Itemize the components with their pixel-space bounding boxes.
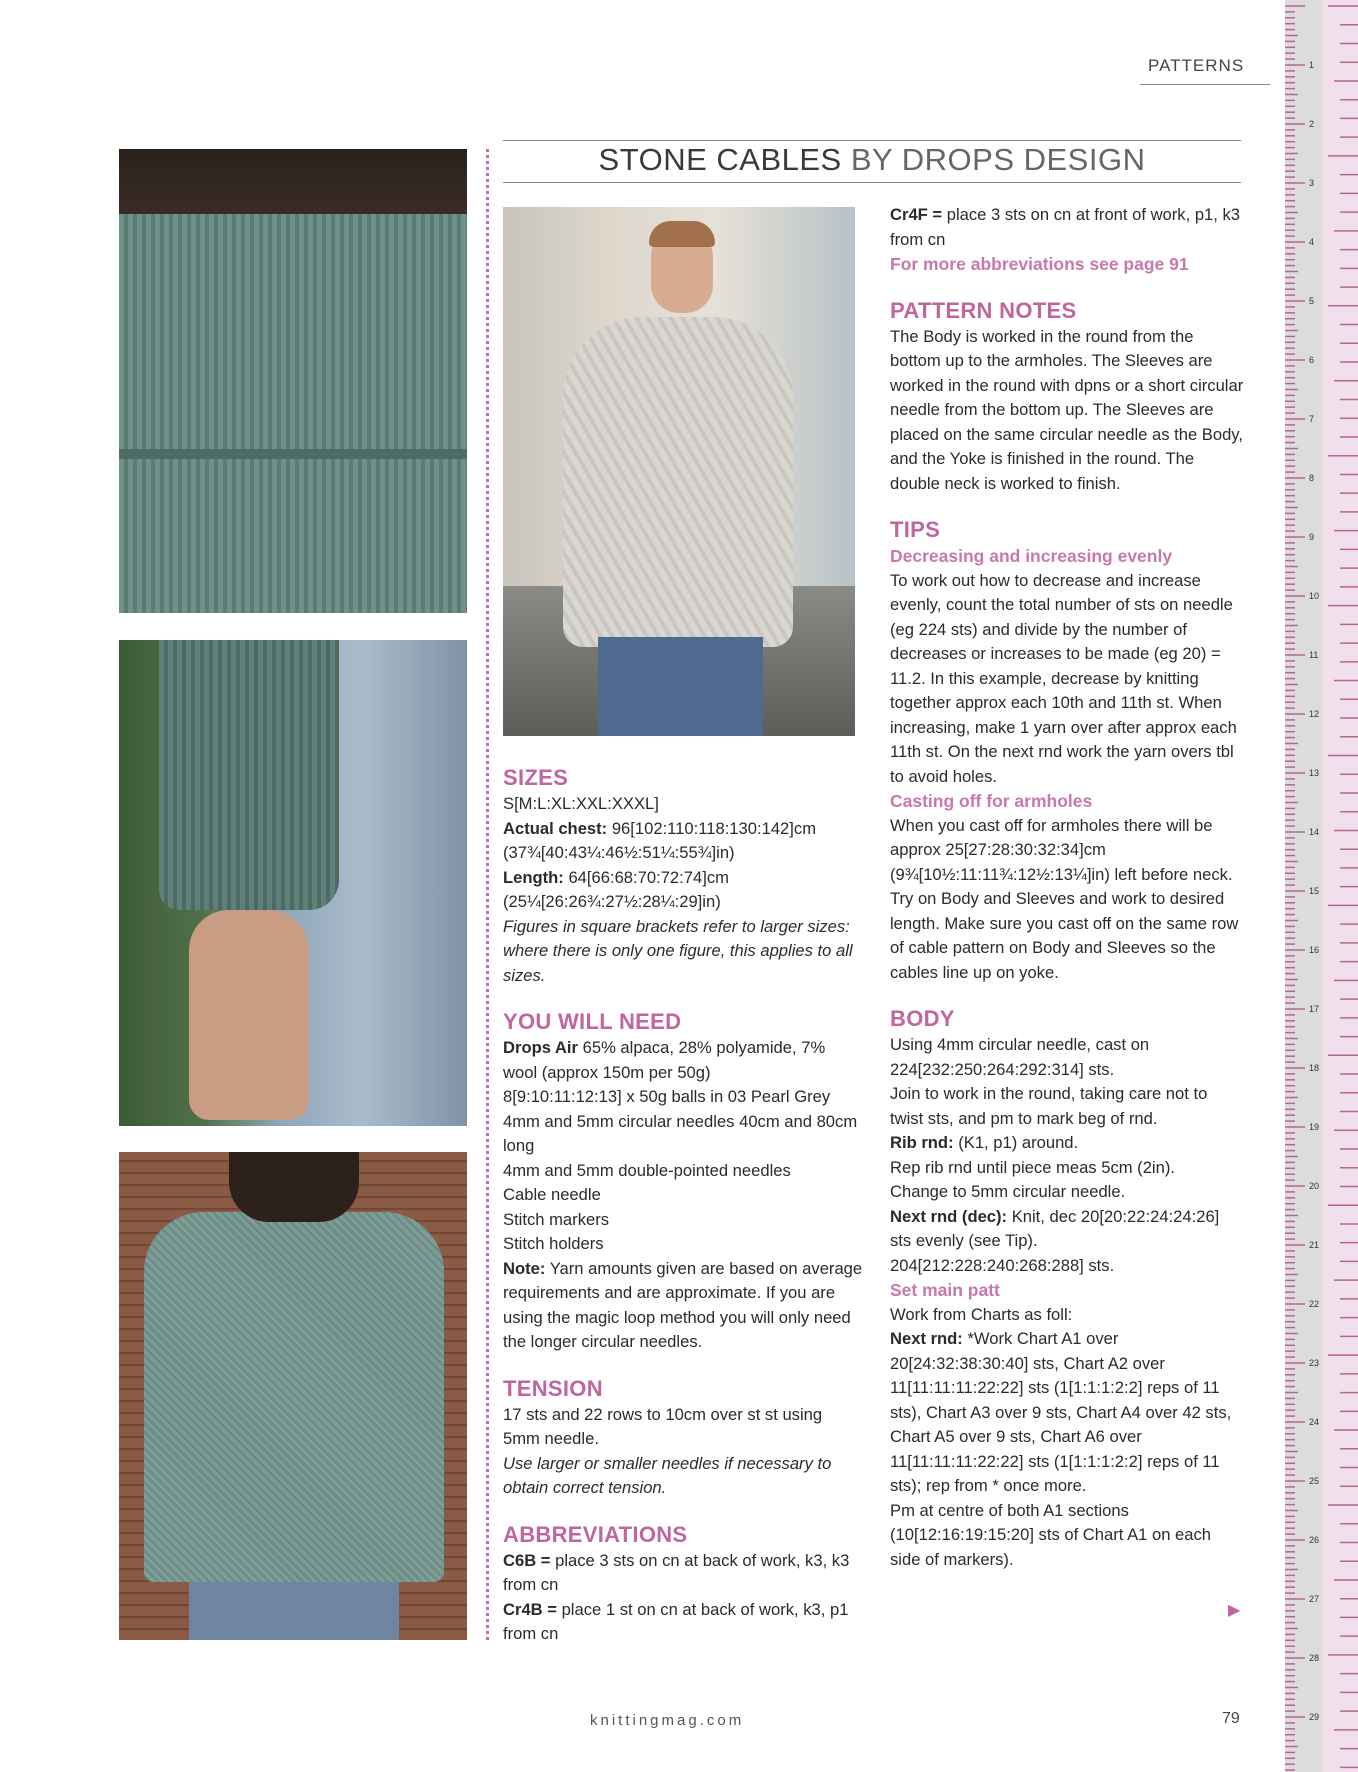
tip-subheading: Decreasing and increasing evenly <box>890 546 1173 566</box>
sizes-length: Length: 64[66:68:70:72:74]cm (25¼[26:26¾:27½:28¼:29]in) <box>503 867 729 911</box>
body-text: Rep rib rnd until piece meas 5cm (2in). <box>890 1157 1175 1177</box>
ruler-label-cm: 2 <box>1309 119 1315 129</box>
tension-heading: TENSION <box>503 1375 603 1401</box>
tension-note: Use larger or smaller needles if necessary to obtain correct tension. <box>503 1453 832 1497</box>
body-text: Change to 5mm circular needle. <box>890 1182 1126 1201</box>
body-text: Rib rnd: (K1, p1) around. <box>890 1133 1079 1152</box>
sizes-chest: Actual chest: 96[102:110:118:130:142]cm (37¾[40:43¼:46½:51¼:55¾]in) <box>503 818 817 862</box>
body-text: 204[212:228:240:268:288] sts. <box>890 1255 1115 1275</box>
footer-site: knittingmag.com <box>590 1712 745 1729</box>
tip-subheading: Casting off for armholes <box>890 791 1093 811</box>
ruler-label-cm: 5 <box>1309 296 1315 306</box>
ruler-label-cm: 25 <box>1309 1476 1320 1486</box>
ruler-label-cm: 20 <box>1309 1181 1320 1191</box>
need-item: Cable needle <box>503 1185 601 1204</box>
tension-text: 17 sts and 22 rows to 10cm over st st using 5mm needle. <box>503 1404 823 1448</box>
ruler-label-cm: 17 <box>1309 1004 1320 1014</box>
ruler-label-cm: 3 <box>1309 178 1315 188</box>
ruler-label-cm: 16 <box>1309 945 1320 955</box>
photo-neckline-detail <box>119 149 467 613</box>
continue-arrow-icon: ▶ <box>1228 1602 1241 1619</box>
photo-model-front <box>503 207 855 736</box>
ruler-label-cm: 12 <box>1309 709 1320 719</box>
need-item: 8[9:10:11:12:13] x 50g balls in 03 Pearl Grey <box>503 1087 831 1106</box>
ruler-label-cm: 4 <box>1309 237 1315 247</box>
ruler-label-cm: 23 <box>1309 1358 1320 1368</box>
body-text: Join to work in the round, taking care not to twist sts, and pm to mark beg of rnd. <box>890 1084 1208 1128</box>
ruler-label-cm: 10 <box>1309 591 1320 601</box>
title-main: STONE CABLES <box>598 142 842 177</box>
page-title <box>503 142 1241 178</box>
column-right <box>890 203 1245 1572</box>
body-subheading: Set main patt <box>890 1280 1000 1300</box>
section-label: PATTERNS <box>1148 56 1245 75</box>
sizes-heading: SIZES <box>503 765 569 790</box>
title-rule-bottom <box>503 182 1241 183</box>
ruler-label-cm: 22 <box>1309 1299 1320 1309</box>
ruler-label-cm: 27 <box>1309 1594 1320 1604</box>
photo-back-view <box>119 1152 467 1640</box>
ruler-label-cm: 1 <box>1309 60 1315 70</box>
more-abbreviations-link[interactable]: For more abbreviations see page 91 <box>890 254 1189 274</box>
sizes-range: S[M:L:XL:XXL:XXXL] <box>503 794 659 813</box>
section-rule <box>1140 84 1270 85</box>
abbreviation-item: C6B = place 3 sts on cn at back of work, k3, k3 from cn <box>503 1550 850 1594</box>
dotted-divider <box>486 149 489 1640</box>
body-text: Pm at centre of both A1 sections (10[12:16:19:15:20] sts of Chart A1 on each side of markers). <box>890 1500 1212 1569</box>
need-note: Note: Yarn amounts given are based on average requirements and are approximate. If you are using the magic loop method you will only need the longer circular needles. <box>503 1258 863 1351</box>
need-item: Stitch markers <box>503 1209 610 1229</box>
ruler-label-cm: 6 <box>1309 355 1315 365</box>
body-heading: BODY <box>890 1006 955 1031</box>
tips-heading: TIPS <box>890 517 941 542</box>
ruler-label-cm: 29 <box>1309 1712 1320 1722</box>
need-yarn: Drops Air 65% alpaca, 28% polyamide, 7% wool (approx 150m per 50g) <box>503 1038 826 1082</box>
abbreviations-heading: ABBREVIATIONS <box>503 1521 688 1547</box>
ruler-label-cm: 14 <box>1309 827 1320 837</box>
body-text: Next rnd: *Work Chart A1 over 20[24:32:38:30:40] sts, Chart A2 over 11[11:11:11:22:22] sts (1[1:1:1:2:2] reps of 11 sts), Chart A3 over 9 sts, Chart A4 over 42 sts, Chart A5 over 9 sts, Chart A6 over 11[11:11:11:22:22] sts (1[1:1:1:2:2] reps of 11 sts); rep from * once more. <box>890 1329 1232 1495</box>
pattern-notes-text: The Body is worked in the round from the bottom up to the armholes. The Sleeves are worked in the round with dpns or a short circular needle from the bottom up. The Sleeves are placed on the same circular needle as the Body, and the Yoke is finished in the round. The double neck is worked to finish. <box>890 326 1244 493</box>
ruler-label-cm: 26 <box>1309 1535 1320 1545</box>
tip-text: When you cast off for armholes there will be approx 25[27:28:30:32:34]cm (9¾[10½:11:11¾:12½:13¼]in) left before neck. Try on Body and Sleeves and work to desired length. Make sure you cast off on the same row of cable pattern on Body and Sleeves so the cables line up on yoke. <box>890 815 1239 982</box>
photo-sleeve-detail <box>119 640 467 1126</box>
need-item: Stitch holders <box>503 1234 604 1253</box>
title-byline: BY DROPS DESIGN <box>850 142 1146 177</box>
body-text: Work from Charts as foll: <box>890 1304 1073 1324</box>
ruler-label-cm: 28 <box>1309 1653 1320 1663</box>
ruler-label-cm: 9 <box>1309 532 1315 542</box>
ruler-label-cm: 18 <box>1309 1063 1320 1073</box>
ruler-label-cm: 11 <box>1309 650 1319 660</box>
ruler-label-cm: 8 <box>1309 473 1315 483</box>
ruler-label-cm: 24 <box>1309 1417 1320 1427</box>
need-heading: YOU WILL NEED <box>503 1009 682 1034</box>
ruler-label-cm: 21 <box>1309 1240 1320 1250</box>
ruler-label-cm: 15 <box>1309 886 1320 896</box>
ruler-label-cm: 13 <box>1309 768 1320 778</box>
ruler-ticks <box>1285 0 1358 1772</box>
need-item: 4mm and 5mm circular needles 40cm and 80cm long <box>503 1111 858 1155</box>
body-text: Next rnd (dec): Knit, dec 20[20:22:24:24:26] sts evenly (see Tip). <box>890 1206 1220 1250</box>
pattern-notes-heading: PATTERN NOTES <box>890 297 1077 323</box>
ruler-label-cm: 7 <box>1309 414 1315 424</box>
title-rule-top <box>503 140 1241 141</box>
need-item: 4mm and 5mm double-pointed needles <box>503 1160 791 1180</box>
abbreviation-item: Cr4F = place 3 sts on cn at front of work, p1, k3 from cn <box>890 205 1241 249</box>
abbreviation-item: Cr4B = place 1 st on cn at back of work, k3, p1 from cn <box>503 1599 849 1643</box>
ruler <box>1285 0 1358 1772</box>
column-middle <box>503 764 863 1647</box>
ruler-label-cm: 19 <box>1309 1122 1320 1132</box>
page-number: 79 <box>1222 1710 1240 1727</box>
sizes-note: Figures in square brackets refer to larger sizes: where there is only one figure, this applies to all sizes. <box>503 916 853 985</box>
tip-text: To work out how to decrease and increase evenly, count the total number of sts on needle (eg 224 sts) and divide by the number of decreases or increases to be made (eg 20) = 11.2. In this example, decrease by knitting together approx each 10th and 11th st. When increasing, make 1 yarn over after approx each 11th st. On the next rnd work the yarn overs tbl to avoid holes. <box>890 570 1237 786</box>
body-text: Using 4mm circular needle, cast on 224[232:250:264:292:314] sts. <box>890 1035 1150 1079</box>
